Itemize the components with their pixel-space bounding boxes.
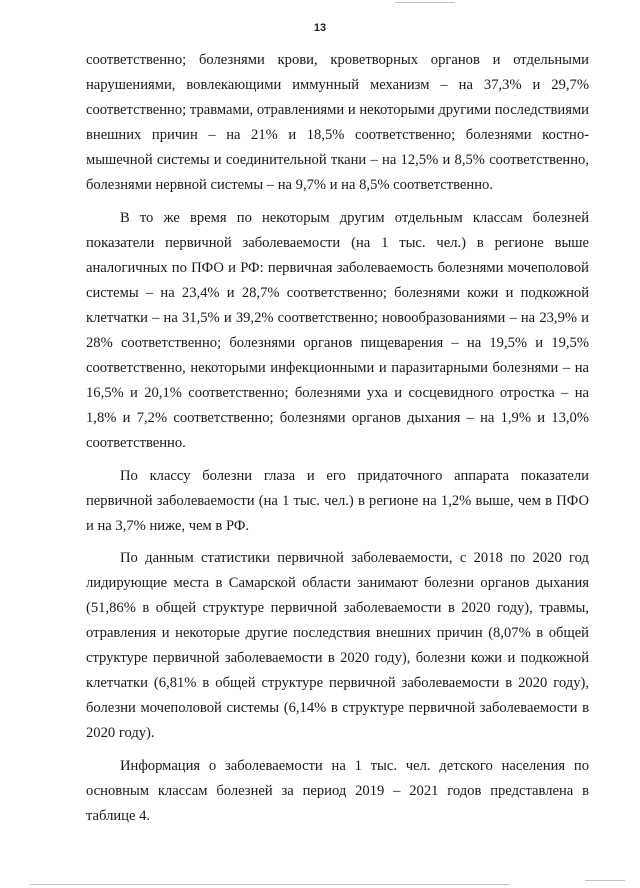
paragraph-table-reference: Информация о заболеваемости на 1 тыс. чел. детского населения по основным классам болезней за период 2019 – 2021 годов представлена в таблице 4. bbox=[86, 757, 589, 824]
page-number: 13 bbox=[313, 22, 327, 34]
document-body bbox=[86, 48, 589, 829]
paragraph-higher-indicators: В то же время по некоторым другим отдельным классам болезней показатели первичной заболеваемости (на 1 тыс. чел.) в регионе выше аналогичных по ПФО и РФ: первичная заболеваемость болезнями мочеполовой системы – на 23,4% и 28,7% соответственно; болезнями кожи и подкожной клетчатки – на 31,5% и 39,2% соответственно; новообразованиями – на 23,9% и 28% соответственно; болезнями органов пищеварения – на 19,5% и 19,5% соответственно, некоторыми инфекционными и паразитарными болезнями – на 16,5% и 20,1% соответственно; болезнями уха и сосцевидного отростка – на 1,8% и 7,2% соответственно; болезнями органов дыхания – на 1,9% и 13,0% соответственно. bbox=[86, 209, 589, 452]
paragraph-statistics-leaders: По данным статистики первичной заболеваемости, с 2018 по 2020 год лидирующие места в Самарской области занимают болезни органов дыхания (51,86% в общей структуре первичной заболеваемости в 2020 году), травмы, отравления и некоторые другие последствия внешних причин (8,07% в общей структуре первичной заболеваемости в 2020 году), болезни кожи и подкожной клетчатки (6,81% в общей структуре первичной заболеваемости в 2020 году), болезни мочеполовой системы (6,14% в структуре первичной заболеваемости в 2020 году). bbox=[86, 549, 589, 742]
scan-mark-bottom-right bbox=[585, 880, 625, 881]
scan-mark-top bbox=[395, 2, 455, 3]
paragraph-continuation: соответственно; болезнями крови, кроветворных органов и отдельными нарушениями, вовлекающими иммунный механизм – на 37,3% и 29,7% соответственно; травмами, отравлениями и некоторыми другими последствиями внешних причин – на 21% и 18,5% соответственно; болезнями костно-мышечной системы и соединительной ткани – на 12,5% и 8,5% соответственно, болезнями нервной системы – на 9,7% и на 8,5% соответственно. bbox=[86, 52, 589, 194]
scan-mark-bottom-left bbox=[30, 884, 510, 885]
paragraph-eye-diseases: По классу болезни глаза и его придаточного аппарата показатели первичной заболеваемости (на 1 тыс. чел.) в регионе на 1,2% выше, чем в ПФО и на 3,7% ниже, чем в РФ. bbox=[86, 467, 589, 534]
